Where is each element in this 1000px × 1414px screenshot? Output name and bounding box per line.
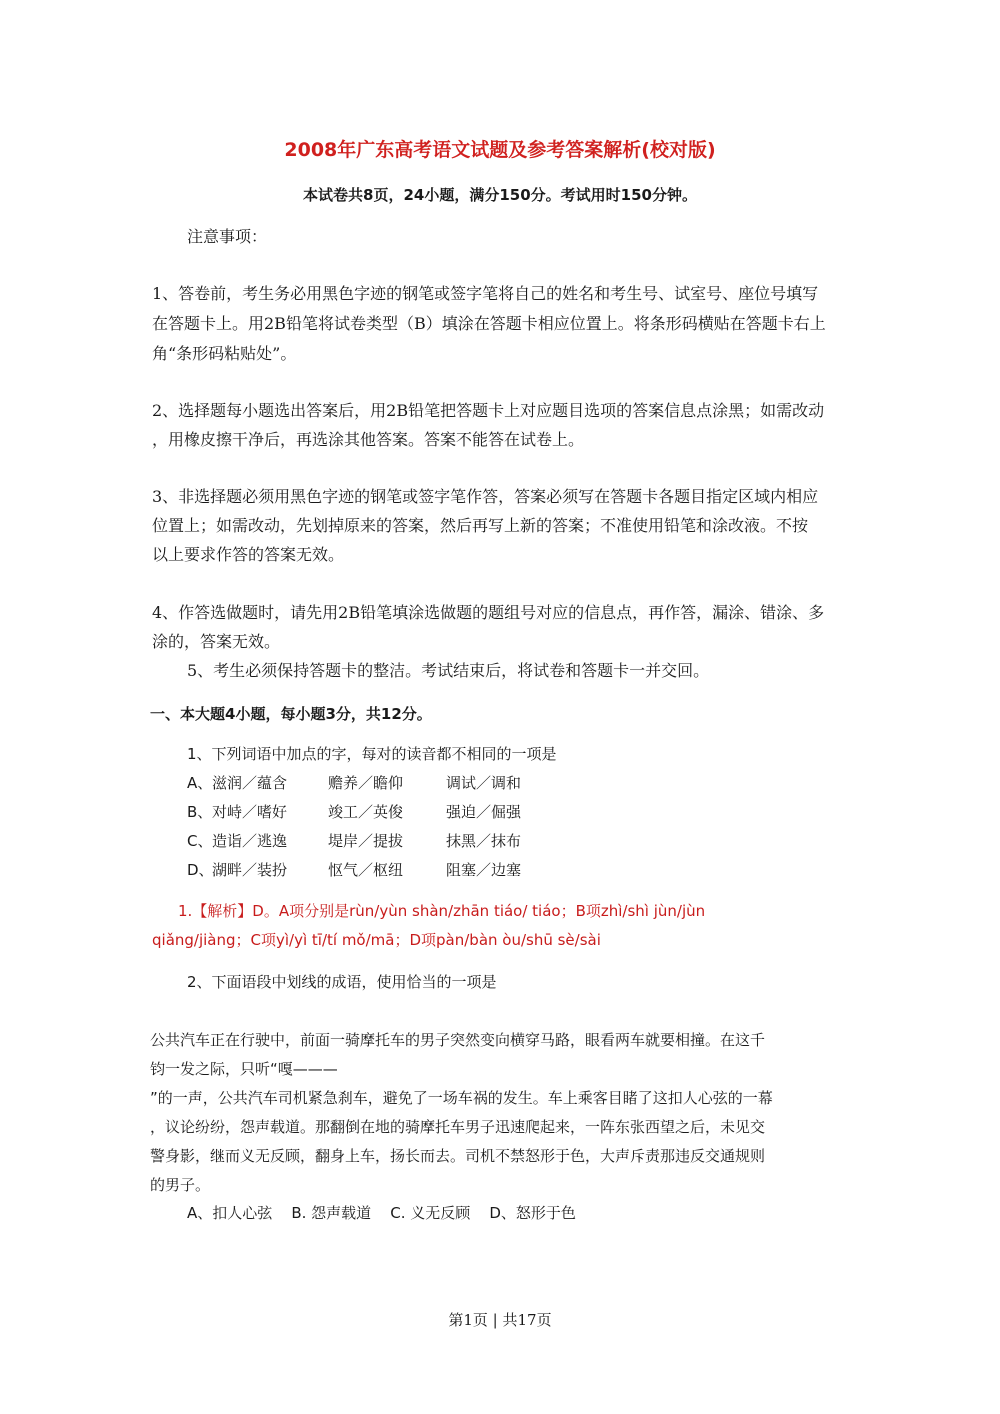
- passage-line: 的男子。: [150, 1176, 211, 1194]
- option-letter: A、: [187, 774, 213, 792]
- notice-2-line-1: 2、选择题每小题选出答案后，用2B铅笔把答题卡上对应题目选项的答案信息点涂黑；如需改动: [152, 401, 825, 420]
- option-pair: 怄气／枢纽: [328, 861, 404, 879]
- notice-1-line-1: 1、答卷前，考生务必用黑色字迹的钢笔或签字笔将自己的姓名和考生号、试室号、座位号填写: [152, 284, 819, 303]
- passage-line: 钧一发之际，只听“嘎———: [150, 1060, 338, 1078]
- page-footer: 第1页 | 共17页: [448, 1311, 552, 1329]
- option-pair: 阻塞／边塞: [446, 861, 522, 879]
- passage-line: 警身影，继而义无反顾，翻身上车，扬长而去。司机不禁怒形于色，大声斥责那违反交通规则: [150, 1147, 766, 1165]
- option-pair: 抹黑／抹布: [446, 832, 522, 850]
- passage-line: 公共汽车正在行驶中，前面一骑摩托车的男子突然变向横穿马路，眼看两车就要相撞。在这千: [150, 1031, 766, 1049]
- option-letter: C、: [187, 832, 213, 850]
- question-1-analysis-line-2: qiǎng/jiàng；C项yì/yì tī/tí mǒ/mā；D项pàn/bàn òu/shū sè/sài: [152, 931, 601, 949]
- notice-4-line-1: 4、作答选做题时，请先用2B铅笔填涂选做题的题组号对应的信息点，再作答，漏涂、错涂、多: [152, 603, 825, 622]
- exam-info: 本试卷共8页，24小题，满分150分。考试用时150分钟。: [303, 186, 697, 204]
- option-pair: 对峙／嗜好: [212, 803, 288, 821]
- option-pair: 滋润／蕴含: [212, 774, 288, 792]
- question-2-stem: 2、下面语段中划线的成语，使用恰当的一项是: [187, 973, 497, 991]
- option-pair: 堤岸／提拔: [328, 832, 404, 850]
- notice-3-line-3: 以上要求作答的答案无效。: [152, 545, 345, 564]
- notice-heading: 注意事项：: [187, 227, 268, 246]
- option-pair: 赡养／瞻仰: [328, 774, 404, 792]
- notice-2-line-2: ，用橡皮擦干净后，再选涂其他答案。答案不能答在试卷上。: [152, 430, 585, 449]
- notice-1-line-2: 在答题卡上。用2B铅笔将试卷类型（B）填涂在答题卡相应位置上。将条形码横贴在答题卡右上: [152, 314, 826, 333]
- option-pair: 强迫／倔强: [446, 803, 522, 821]
- document-title: 2008年广东高考语文试题及参考答案解析(校对版): [284, 139, 716, 161]
- notice-3-line-2: 位置上；如需改动，先划掉原来的答案，然后再写上新的答案；不准使用铅笔和涂改液。不按: [152, 516, 809, 535]
- passage-line: ，议论纷纷，怨声载道。那翻倒在地的骑摩托车男子迅速爬起来，一阵东张西望之后，未见交: [150, 1118, 766, 1136]
- notice-1-line-3: 角“条形码粘贴处”。: [152, 344, 297, 363]
- question-1-stem: 1、下列词语中加点的字，每对的读音都不相同的一项是: [187, 745, 557, 763]
- question-1-analysis-line-1: 1.【解析】D。A项分别是rùn/yùn shàn/zhān tiáo/ tiáo；B项zhì/shì jùn/jùn: [178, 902, 706, 920]
- passage-line: ”的一声，公共汽车司机紧急刹车，避免了一场车祸的发生。车上乘客目睹了这扣人心弦的一幕: [150, 1089, 773, 1107]
- option-pair: 造诣／逃逸: [212, 832, 288, 850]
- option-pair: 湖畔／装扮: [212, 861, 288, 879]
- option-pair: 竣工／英俊: [328, 803, 404, 821]
- notice-5-line-1: 5、考生必须保持答题卡的整洁。考试结束后，将试卷和答题卡一并交回。: [187, 661, 710, 680]
- option-pair: 调试／调和: [446, 774, 522, 792]
- notice-4-line-2: 涂的，答案无效。: [152, 632, 281, 651]
- option-letter: D、: [187, 861, 214, 879]
- option-letter: B、: [187, 803, 213, 821]
- question-2-options: A、扣人心弦 B. 怨声载道 C. 义无反顾 D、怒形于色: [187, 1204, 576, 1222]
- section-heading: 一、本大题4小题，每小题3分，共12分。: [150, 705, 432, 723]
- notice-3-line-1: 3、非选择题必须用黑色字迹的钢笔或签字笔作答，答案必须写在答题卡各题目指定区域内相应: [152, 487, 819, 506]
